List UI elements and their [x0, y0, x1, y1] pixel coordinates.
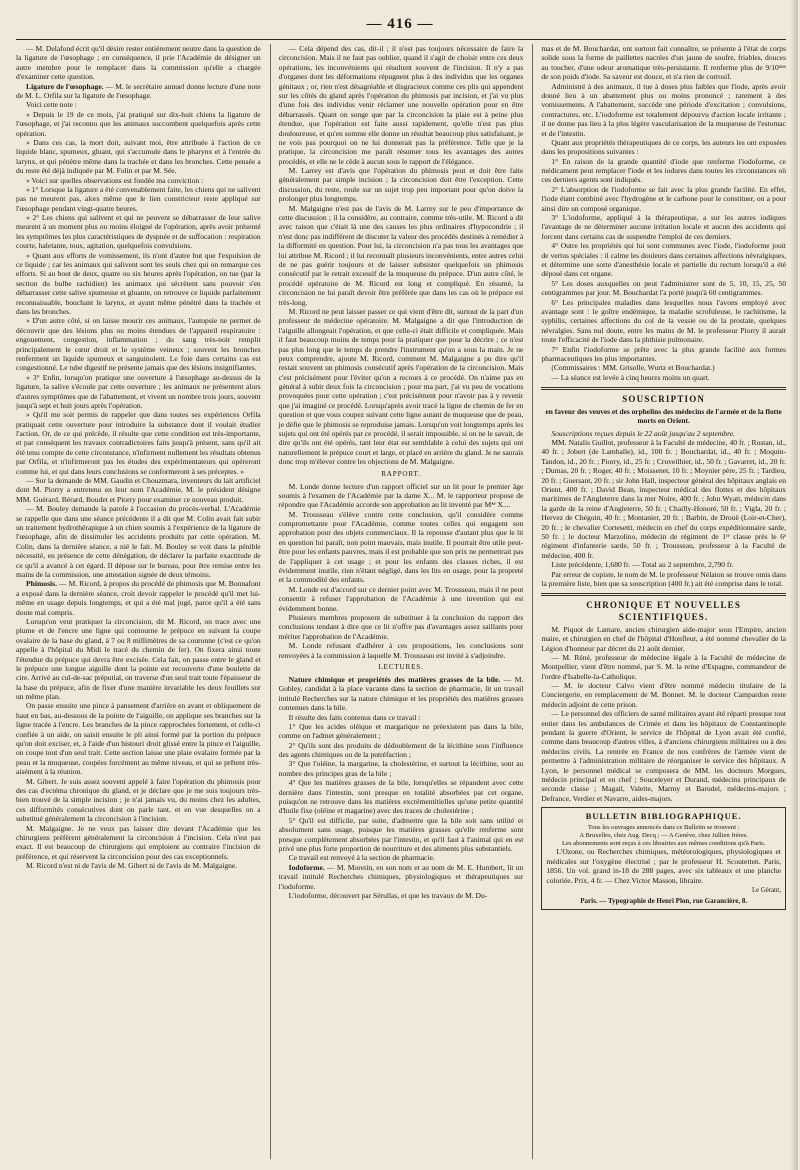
- bibliography-note: Tous les ouvrages annoncés dans ce Bulletin se trouvent :: [587, 823, 740, 831]
- paragraph: [279, 863, 524, 891]
- paragraph: M. Larrey est d'avis que l'opération du phimosis peut et doit être faite généralement par simple incision ; la circoncision doit être l'exception. Cette discussion, du reste, roule sur un sujet trop peu important pour qu'on doive la prolonger plus longtemps.: [278, 166, 524, 204]
- subscription-title: SOUSCRIPTION: [622, 394, 706, 405]
- paragraph: — Sur la demande de MM. Gaudin et Chouzmara, inventeurs du lait artificiel dont M. Piorry a entretenu en leur nom l'Académie, M. le président désigne MM. Guérard, Bérard, Boudet et Piorry pour examiner ce nouveau produit.: [16, 476, 261, 504]
- paragraph: — M. Réné, professeur de médecine légale à la Faculté de médecine de Montpellier, vient d'être nommé, par S. M. la reine d'Espagne, commandeur de l'ordre d'Isabelle-la-Catholique.: [541, 652, 787, 681]
- section-heading: Nature chimique et propriétés des matières grasses de la bile.: [288, 674, 501, 684]
- paragraph: M. Malgaigne. Je ne veux pas laisser dire devant l'Académie que les chirurgiens préfèrent généralement la circoncision à l'incision. Cela n'est pas exact. Il est beaucoup de chirurgiens qui emploient au contraire l'incision de préférence, et qui réservent la circoncision pour des cas exceptionnels.: [16, 823, 261, 861]
- paragraph: Plusieurs membres proposent de substituer à la conclusion du rapport des conclusions tendant à dire que ce lit n'offre pas d'avantages assez saillants pour mériter l'approbation de l'Académie.: [278, 613, 524, 641]
- section-heading: Phimosis.: [26, 579, 58, 589]
- paragraph: (Commissaires : MM. Grisolle, Wurtz et Bouchardat.): [551, 363, 715, 373]
- paragraph: 3° Que l'oléine, la margarine, la cholestérine, et surtout la lécithine, sont au nombre des principes gras de la bile ;: [278, 759, 524, 778]
- paragraph: 4° Que les matières grasses de la bile, lorsqu'elles se répandent avec cette dernière dans l'intestin, sont presque en totalité absorbées par cet organe, puisqu'on ne retrouve dans les matières excrémentitielles qu'une petite quantité d'huile fixe (oléine et magarine) avec des traces de cholestérine ;: [278, 778, 524, 816]
- paragraph: » 3° Enfin, lorsqu'on pratique une ouverture à l'œsophage au-dessus de la ligature, la salive s'écoule par cette ouverture ; les animaux ne présentent alors d'autres symptômes que de l'abattement, et vivent un nombre trois jours, souvent jusqu'à sept et huit jours après l'opération.: [16, 372, 261, 410]
- subscription-subtitle: en faveur des veuves et des orphelins des médecins de l'armée et de la flotte morts en Orient.: [545, 407, 782, 426]
- paragraph: » Qu'il me soit permis de rappeler que dans toutes ses expériences Orfila pratiquait cette ouverture pour introduire la substance dont il voulait étudier l'action. Or, de ce qui précède, il résulte que cette condition est très-importante, et par conséquent les travaux contradictoires faits jusqu'à présent, sans qu'il ait été tenu compte de cette circonstance, n'infirment nullement les résultats obtenus par Orfila, et n'infirmeront pas les études des expérimentateurs qui opéreront comme lui, et qui dans leurs conclusions se conformeront à ses préceptes. »: [16, 410, 261, 476]
- section-title-lectures: LECTURES.: [378, 662, 424, 671]
- chronicle-title: CHRONIQUE ET NOUVELLES SCIENTIFIQUES.: [586, 600, 742, 622]
- paragraph: L'iodoforme, découvert par Sérullas, et que les travaux de M. Du-: [288, 891, 488, 901]
- paragraph: 6° Les principales maladies dans lesquelles nous l'avons employé avec avantage sont : le goître endémique, la maladie scrofuleuse, le rachitisme, la syphilis, certaines affections du col de la vessie ou de la prostate, quelques névralgies. Sans nul doute, entre les mains de M. le professeur Piorry il aurait toute l'efficacité de l'iode dans la phthisie pulmonaire.: [541, 297, 787, 345]
- paragraph: » Quant aux efforts de vomissement, ils n'ont d'autre but que l'expulsion de ce liquide ; car les animaux qui salivent sont les seuls chez qui on remarque ces efforts. Si au bout de deux, quatre ou six heures après l'opération, on tue (par la section du bulbe rachidien) les animaux qui sécrètent sans pouvoir s'en débarrasser cette salive spumeuse et gluante, on retrouve ce liquide parfaitement reconnaissable, bouchant le larynx, et ayant même pénétré dans la trachée et dans les bronches.: [16, 250, 261, 316]
- section-title-rapport: RAPPORT.: [381, 469, 421, 478]
- subscription-lead: [541, 429, 786, 438]
- paragraph: M. Piquot de Lamare, ancien chirurgien aide-major sous l'Empire, ancien maire, et chirurgien en chef de l'hôpital d'Honfleur, a été nommé chevalier de la Légion d'honneur par décret du 21 août dernier.: [541, 624, 787, 653]
- bibliography-title: BULLETIN BIBLIOGRAPHIQUE.: [585, 811, 742, 822]
- bibliography-box: [541, 807, 786, 910]
- paragraph: 5° Qu'il est difficile, par suite, d'admettre que la bile soit sans utilité et absolument sans usage, puisque les matières grasses qu'elle renferme sont presque complètement absorbées par l'intestin, et qu'il faut à l'animal qui en est privé une plus forte proportion de nourriture et des aliments plus substantiels.: [278, 815, 524, 853]
- paragraph: M. Ricord ne peut laisser passer ce qui vient d'être dit, surtout de la part d'un professeur de médecine opératoire. M. Malgaigne a dit que l'introduction de l'aiguille allongeait l'opération, et que celle-ci était difficile et compliquée. Mais il faut beaucoup moins de temps pour la pratiquer que pour la décrire ; ce n'est pas plus long que le temps de prendre l'instrument qu'on a sous la main. Je ne peux comprendre, ajoute M. Ricord, comment M. Malgaigne a pu dire qu'il restait souvent un phimosis consécutif après l'opération de la circoncision. Mais c'est précisément pour l'éviter qu'on a recours à ce procédé. On n'aime pas en général à subir deux fois la circoncision ; pour ma part, j'ai vu peu de vocations provoquées pour cette opération ; c'est précisément pour n'avoir pas à y revenir que j'ai imaginé ce procédé. Lorsqu'après avoir tracé la ligne de chemin de fer en question et que vous coupez suivant cette ligne autant de muqueuse que de peau, je défie que le phimosis se reproduise jamais. Lorsqu'on voit longtemps après les sujets qui ont été opérés par ce procédé, il serait impossible, si on ne le savait, de dire qu'ils ont été opérés, tant leur état est semblable à celui des sujets qui ont naturellement le prépuce court et large, et placé en arrière du gland. Je ne saurais donc trop m'élever contre les objections de M. Malgaigne.: [278, 306, 524, 467]
- paragraph: 5° Les doses auxquelles on peut l'administrer sont de 5, 10, 15, 25, 50 centigrammes par jour. M. Bouchardat l'a porté jusqu'à 60 centigrammes.: [541, 278, 787, 298]
- paragraph: » Dans ces cas, la mort doit, suivant moi, être attribuée à l'action de ce liquide blanc, spumeux, gluant, qui s'accumule dans le pharynx et à l'entrée du larynx, et qui pénètre même dans la trachée et dans les bronches. Cette pensée a du reste été déjà indiquée par M. Folin et par M. Sée.: [16, 137, 261, 176]
- double-rule-divider: [541, 387, 786, 390]
- paragraph: 2° L'absorption de l'iodoforme se fait avec la plus grande facilité. En effet, l'iode étant combiné avec l'hydrogène et le carbone pour le constituer, on a pour ainsi dire un composé organique.: [541, 184, 787, 213]
- paragraph: 2° Qu'ils sont des produits de dédoublement de la lécithine sous l'influence des agents chimiques ou de la putréfaction ;: [278, 740, 524, 760]
- paragraph-text: — M. Moretin, en son nom et au nom de M. E. Humbert, lit un travail intitulé Recherches chimiques, physiologiques et thérapeutiques sur l'iodoforme.: [278, 862, 524, 891]
- paragraph: Voici cette note :: [26, 100, 77, 110]
- paragraph-text: — M. le secrétaire annuel donne lecture d'une note de M. L. Orfila sur la ligature de l'œsophage.: [16, 81, 261, 101]
- paragraph: — M. Bouley demande la parole à l'occasion du procès-verbal. L'Académie se rappelle que dans une séance précédente il a dit que M. Colin avait fait subir un traitement hydrothérapique à un chien soumis à l'expérience de la ligature de l'œsophage, afin de dissimuler les accidents produits par cette opération. M. Colin, dans la dernière séance, a nié le fait. M. Bouley se voit dans la pénible nécessité, en présence de cette dénégation, de déclarer la parfaite exactitude de ce qu'il a avancé à cet égard. Il dépose sur le bureau, pour être remise entre les mains de la commission, une attestation signée de deux témoins.: [16, 504, 261, 579]
- paragraph: On passe ensuite une pince à pansement d'arrière en avant et obliquement de haut en bas, au-dessous de la pointe de l'aiguille, on applique ses branches sur la ligne tracée à l'encre. Les branches de la pince rapprochées fortement, et celle-ci confiée à un aide, on saisit ensuite le pli ainsi formé par la portion du prépuce qu'on doit exciser, et, à l'aide d'un bistouri droit glissé entre la pince et l'aiguille, on coupe tout d'un seul trait. Cette section laisse une plaie ovalaire formée par la peau et la muqueuse, coupées forcément au même niveau, et qui se prêtent très-aisément à la réunion.: [16, 701, 261, 777]
- paragraph: — Le personnel des officiers de santé militaires ayant été réparti presque tout entier dans les ambulances de Crimée et dans les hôpitaux de Constantinople pendant la guerre d'Orient, le service de l'hôpital de Lyon avait été confié, comme dans beaucoup d'autres villes, à d'anciens chirurgiens militaires ou à des médecins civils. La rentrée en France de nos confrères de l'armée vient de permettre à l'administration militaire de réorganiser le service des hôpitaux. A Lyon, le personnel médical se composera de MM. les docteurs Morgues, médecin principal et en chef ; Souceleyer et Durand, médecins principaux de seconde classe ; Magail, Valette, Marmy et Barudel, médecins-majors ; Defrance, Verdier et Navarre, aides-majors.: [541, 709, 787, 803]
- paragraph: M. Gibert. Je suis assez souvent appelé à faire l'opération du phimosis pour des cas d'ectéma chronique du gland, et je déclare que je me suis toujours très-bien trouvé de la simple incision ; je n'ai jamais vu, du moins chez les adultes, ces difformités consécutives dont on parle tant, et en vue desquelles on a substitué généralement la circoncision à l'incision.: [16, 776, 261, 824]
- paragraph: — M. le docteur Calvo vient d'être nommé médecin titulaire de la Conciergerie, en remplacement de M. Bonnet. M. le docteur Campardon reste médecin adjoint de cette prison.: [541, 681, 787, 709]
- paragraph: M. Ricord n'est ni de l'avis de M. Gibert ni de l'avis de M. Malgaigne.: [26, 861, 238, 871]
- bibliography-note: A Bruxelles, chez Aug. Decq ; — A Genève, chez Jullien frères.: [579, 831, 748, 839]
- subscription-note: Par erreur de copiste, le nom de M. le professeur Nélaton se trouve omis dans la première liste, bien que sa souscription (400 fr.) ait été comprise dans le total.: [541, 569, 787, 588]
- paragraph-text: — M. Ricord, à propos du procédé de phimosis que M. Bonnafont a exposé dans la dernière séance, croit devoir rappeler le procédé qu'il met lui-même en usage depuis longtemps, et qui a été mal jugé, parce qu'il a été sans doute mal compris.: [16, 579, 261, 617]
- double-rule-divider: [541, 593, 786, 596]
- paragraph: Lorsqu'on veut pratiquer la circoncision, dit M. Ricord, on trace avec une plume et de l'encre une ligne qui contourne le prépuce en suivant la coupe ovalaire de la base du gland, à 7 ou 8 millimètres de sa couronne (c'est ce qu'on appelle à l'hôpital du Midi le tracé du chemin de fer). On fixera ainsi toute l'étendue du prépuce qui devra être excisée. Cela fait, on passe entre le gland et le prépuce une longue aiguille dont la pointe est recouverte d'une boulette de cire. Arrivé au cul-de-sac préputial, on traverse d'un seul trait toute l'épaisseur de la base du prépuce, afin de fixer d'une manière invariable les deux feuillets sur un même plan.: [16, 616, 261, 702]
- page-edge-shadow: [790, 0, 798, 1170]
- paragraph: » Voici sur quelles observations est fondée ma conviction :: [26, 175, 204, 185]
- paragraph: 1° Que les acides oléique et margarique ne préexistent pas dans la bile, comme on l'admet généralement ;: [278, 721, 524, 741]
- paragraph-text: — M. Gobley, candidat à la place vacante dans la section de pharmacie, lit un travail intitulé Recherches sur la nature chimique et les propriétés des matières grasses contenues dans la bile.: [278, 674, 524, 713]
- paragraph: — La séance est levée à cinq heures moins un quart.: [551, 372, 710, 382]
- bibliography-note: Les abonnements sont reçus à ces librairies aux mêmes conditions qu'à Paris.: [562, 839, 766, 847]
- paragraph: mas et de M. Bouchardat, ont surtout fait connaître, se présente à l'état de corps solide sous la forme de paillettes nacrées d'un jaune de soufre, friables, douces au toucher, d'une odeur aromatique très-persistante. Il renferme plus de 9/10ᵐᵉˢ de son poids d'iode. Sa saveur est douce, et n'a rien de corrosif.: [541, 44, 787, 82]
- paragraph: M. Londe refusant d'adhérer à ces propositions, les conclusions sont renvoyées à la commission à laquelle M. Trousseau est invité à s'adjoindre.: [278, 641, 524, 660]
- page-number: — 416 —: [366, 16, 434, 32]
- subscription-lead-text: Souscriptions reçues depuis le 22 août jusqu'au 2 septembre.: [551, 428, 735, 438]
- column-3: [532, 44, 786, 1159]
- paragraph: M. Londe est d'accord sur ce dernier point avec M. Trousseau, mais il ne peut consentir à refuser l'approbation de l'Académie à une invention qui est évidemment bonne.: [278, 584, 524, 613]
- paragraph: — M. Delafond écrit qu'il désire rester entièrement neutre dans la question de la ligature de l'œsophage ; en conséquence, il prie l'Académie de désigner un autre membre pour le remplacer dans la commission qu'elle a chargée d'examiner cette question.: [16, 44, 261, 82]
- printer-line: Paris. — Typographie de Henri Plon, rue Garancière, 8.: [580, 897, 748, 906]
- paragraph: — Cela dépend des cas, dit-il ; il n'est pas toujours nécessaire de faire la circoncision. Mais il ne faut pas oublier, quand il s'agit de choisir entre ces deux opérations, les inconvénients qui résultent souvent de l'incision. Il n'y a pas d'organes dont les déformations répugnent plus à des individus que les organes génitaux ; or, rien n'est désagréable et disgracieux comme ces plis qui appendent sur les côtés du gland après l'opération du phimosis par incision, et j'ai vu plus d'une fois des individus venir réclamer une nouvelle opération pour en être débarrassés. Quant on songe que par la circoncision la plaie est à peine plus étendue, que l'opération est faite aussi rapidement, qu'elle n'est pas plus douloureuse, et qu'en somme elle donne un résultat beaucoup plus satisfaisant, je ne vois pas pourquoi on ne lui donnerait pas la préférence. Telle que je la pratique, la circoncision me paraît résumer tous les avantages des autres procédés, et elle ne le cède à aucun sous le rapport de l'élégance.: [278, 44, 524, 166]
- paragraph: 4° Outre les propriétés qui lui sont communes avec l'iode, l'iodoforme jouit de vertus spéciales : il calme les douleurs dans certaines affections névralgiques, et détermine une sorte d'anesthésie locale et partielle du rectum lorsqu'il a été déposé dans cet organe.: [541, 241, 787, 279]
- paragraph: 1° En raison de la grande quantité d'iode que renferme l'iodoforme, ce médicament peut remplacer l'iode et les iodures dans toutes les circonstances où ces derniers agents sont indiqués.: [541, 156, 787, 185]
- bibliography-entry: L'Ozone, ou Recherches chimiques, météorologiques, physiologiques et médicales sur l'oxygène électrisé ; par le professeur H. Scoutetten. Paris, 1856. Un vol. grand in-18 de 288 pages, avec six tableaux et une planche coloriée. Prix, 4 fr. — Chez Victor Masson, libraire.: [546, 847, 782, 885]
- paragraph: [16, 579, 261, 617]
- paragraph: Il résulte des faits contenus dans ce travail :: [288, 712, 421, 722]
- section-heading: Iodoforme.: [288, 862, 325, 872]
- paragraph: M. Malgaigne n'est pas de l'avis de M. Larrey sur le peu d'importance de cette discussion ; il la considère, au contraire, comme très-utile. M. Ricord a dit avec raison que c'était là une des causes les plus ordinaires d'hypocondrie ; il n'est donc pas indifférent de discuter la valeur des procédés destinés à remédier à la difformité en question. Pour lui, la circoncision n'a pas tous les avantages que lui attribue M. Ricord ; il lui reconnaît plusieurs inconvénients, entre autres celui de ne pas guérir toujours et de laisser subsister quelquefois un phimosis consécutif par le retrait excessif de la muqueuse du prépuce. D'un autre côté, le procédé opératoire de M. Ricord est long et compliqué. En résumé, la circoncision ne lui paraît devoir être préférée que dans les cas où le prépuce est très-long.: [278, 203, 524, 307]
- column-1: [16, 44, 261, 1159]
- paragraph: » D'un autre côté, si on laisse mourir ces animaux, l'autopsie ne permet de découvrir que des lésions plus ou moins étendues de l'appareil respiratoire : engouement, congestion, inflammation ; du sang très-noir remplit principalement le cœur droit et le système veineux ; souvent les bronches renferment un liquide spumeux et sanguinolent. Le foie dans certains cas est congestionné. Le tube digestif ne présente jamais que des lésions insignifiantes.: [16, 316, 261, 373]
- section-heading: Ligature de l'œsophage.: [26, 81, 104, 91]
- paragraph: « Depuis le 19 de ce mois, j'ai pratiqué sur dix-huit chiens la ligature de l'œsophage, et j'ai reconnu que les animaux succombent quelquefois après cette opération.: [16, 109, 261, 138]
- column-2: [270, 44, 524, 1159]
- paragraph: [279, 675, 524, 713]
- paragraph: M. Trousseau s'élève contre cette conclusion, qu'il considère comme compromettante pour l'Académie, comme toutes celles qui engagent son approbation pour des objets commerciaux. Il la repousse d'autant plus que le lit en question lui paraît, non point mauvais, mais inutile. Il pourrait être utile peut-être pour les enfants pauvres, mais il est probable que son prix ne permettrait pas de l'appliquer à cet usage ; et pour les enfants des classes riches, il est évidemment inutile, rien n'étant négligé, dans les lits en usage, pour la propreté et la commodité des enfants.: [278, 509, 524, 585]
- text-columns: [16, 44, 786, 1159]
- gerant-line: Le Gérant,: [751, 887, 782, 895]
- paragraph: » 2° Les chiens qui salivent et qui ne peuvent se débarrasser de leur salive meurent à un moment plus ou moins éloigné de l'opération, après avoir présenté les symptômes les plus caractéristiques de dyspnée et de suffocation : respiration courte, haletante, toux, agitation, quelquefois convulsions.: [16, 213, 261, 251]
- paragraph: M. Londe donne lecture d'un rapport officiel sur un lit pour le premier âge soumis à l'examen de l'Académie par la dame X... M. le rapporteur propose de répondre que l'Académie accorde son approbation au lit inventé par Mᵜᵉ X....: [278, 481, 524, 510]
- paragraph: Quant aux propriétés thérapeutiques de ce corps, les auteurs les ont exposées dans les propositions suivantes :: [541, 137, 787, 157]
- paragraph: Administré à des animaux, il tue à doses plus faibles que l'iode, après avoir donné lieu à un abattement plus ou moins prononcé ; rarement à des vomissements. A l'abattement, succède une période d'excitation ; convulsions, contractures, etc. L'iodoforme est totalement dépourvu d'action locale irritante ; il ne donne pas lieu à la plus légère vascularisation de la muqueuse de l'estomac et de l'intestin.: [541, 81, 787, 138]
- subscription-list: MM. Natalis Guillot, professeur à la Faculté de médecine, 40 fr. ; Rostan, id., 40 fr. ; Jobert (de Lamballe), id., 100 fr. ; Bouchardat, id., 40 fr. ; Moquin-Tandon, id., 20 fr. ; Piorry, id., 25 fr. ; Cruveilhier, id., 50 fr. ; Gavarret, id., 20 fr. ; Dumas, 20 fr. ; Roger, 40 fr. ; Moissenet, 10 fr. ; Moynier père, 25 fr. ; Tardieu, 20 fr. ; Guersant, 20 fr. ; sir John Hall, inspecteur général des hôpitaux anglais en Orient, 400 fr. ; David Bean, inspecteur médical des flottes et des hôpitaux maritimes de l'Angleterre dans la mer Noire, 400 fr. ; John Wyatt, médecin dans la garde de la reine d'Angleterre, 50 fr. ; Chailly-Honoré, 50 fr. ; Vigla, 20 fr. ; Hervez de Chégoin, 40 fr. ; Montanier, 20 fr. ; Barbin, de Drouë (Loir-et-Cher), 20 fr. ; le chevalier Cortesetti, médecin en chef du corps expéditionnaire sarde, 50 fr. ; le docteur Marzolino, médecin de régiment de 1ʳᵉ classe près le 6ᵉ régiment d'infanterie sarde, 50 fr. ; Trousseau, professeur à la Faculté de médecine, 400 fr.: [541, 438, 787, 560]
- paragraph: [16, 82, 261, 101]
- paragraph: 3° L'iodoforme, appliqué à la thérapeutique, a sur les autres iodiques l'avantage de ne déterminer aucune irritation locale et aucun des accidents qui forcent dans certains cas de suspendre l'emploi de ces derniers.: [541, 213, 787, 241]
- paragraph: 7° Enfin l'iodoforme se prête avec la plus grande facilité aux formes pharmaceutiques les plus importantes.: [541, 344, 787, 363]
- paragraph: Ce travail est renvoyé à la section de pharmacie.: [288, 853, 435, 863]
- subscription-total: Liste précédente, 1,680 fr. — Total au 2 septembre, 2,790 fr.: [551, 560, 734, 570]
- paragraph: » 1° Lorsque la ligature a été convenablement faite, les chiens qui ne salivent pas ne meurent pas, alors même que le lien constricteur reste appliqué sur l'œsophage pendant vingt-quatre heures.: [16, 184, 261, 213]
